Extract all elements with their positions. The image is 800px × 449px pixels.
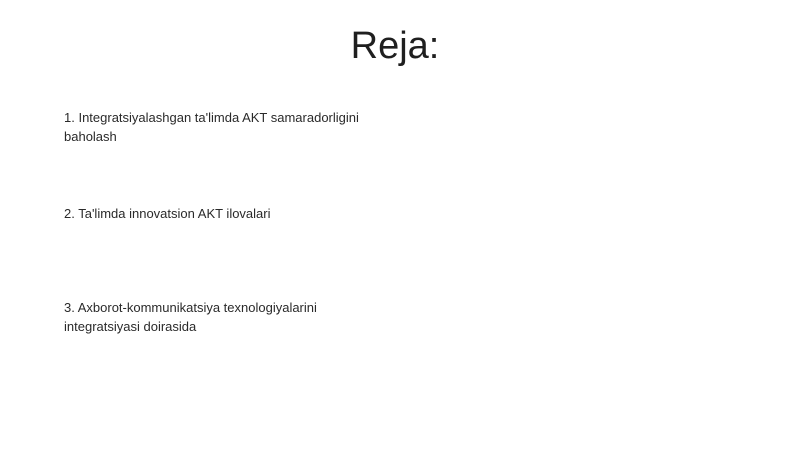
slide-title: Reja: (350, 25, 440, 67)
list-item: 2. Ta'limda innovatsion AKT ilovalari (64, 206, 271, 221)
list-item: 1. Integratsiyalashgan ta'limda AKT samaradorligini baholash (64, 110, 359, 144)
list-item: 3. Axborot-kommunikatsiya texnologiyalarini integratsiyasi doirasida (64, 300, 317, 334)
